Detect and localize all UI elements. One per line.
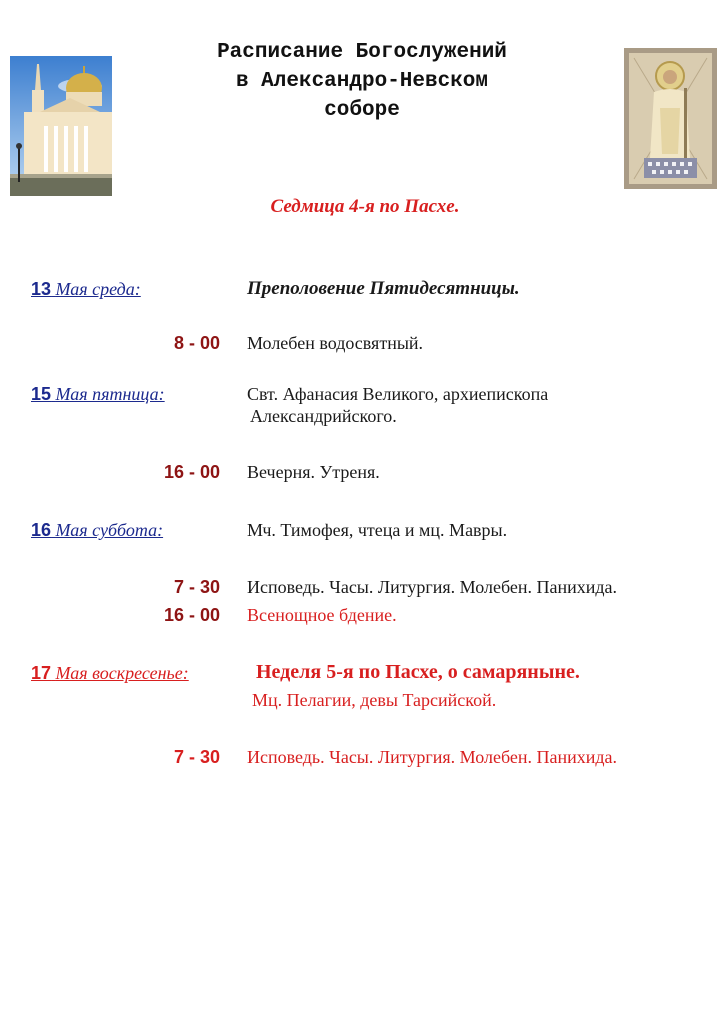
service-time: 8 - 00 — [173, 333, 220, 353]
date-number: 13 — [31, 279, 52, 299]
date-number: 17 — [31, 663, 52, 683]
service-text: Молебен водосвятный. — [247, 333, 424, 353]
date-label-15 — [31, 384, 165, 405]
service-time: 7 - 30 — [173, 577, 220, 597]
date-number: 16 — [31, 520, 52, 540]
service-time: 16 - 00 — [163, 605, 220, 625]
date-text: Мая суббота: — [55, 520, 164, 540]
date-text: Мая воскресенье: — [55, 663, 189, 683]
date-number: 15 — [31, 384, 52, 404]
date-label-16 — [31, 520, 163, 541]
feast-subtitle: Мц. Пелагии, девы Тарсийской. — [252, 690, 497, 710]
service-text: Исповедь. Часы. Литургия. Молебен. Панихида. — [247, 577, 618, 597]
feast-title: Мч. Тимофея, чтеца и мц. Мавры. — [247, 520, 508, 540]
feast-title-sunday: Неделя 5-я по Пасхе, о самаряныне. — [256, 661, 580, 683]
service-time: 7 - 30 — [173, 747, 220, 767]
service-text: Исповедь. Часы. Литургия. Молебен. Панихида. — [247, 747, 618, 767]
date-text: Мая среда: — [55, 279, 141, 299]
saint-icon-image — [624, 48, 717, 189]
cathedral-photo — [10, 56, 112, 196]
title-line-2: в Александро-Невском — [235, 70, 489, 93]
service-text-vigil: Всенощное бдение. — [247, 605, 397, 625]
date-label-17 — [31, 663, 189, 684]
title-line-3: соборе — [324, 99, 400, 122]
service-text: Вечерня. Утреня. — [247, 462, 380, 482]
week-subtitle: Седмица 4-я по Пасхе. — [270, 196, 460, 217]
feast-title: Преполовение Пятидесятницы. — [247, 278, 520, 299]
page-title — [150, 38, 574, 125]
title-line-1: Расписание Богослужений — [217, 41, 507, 64]
service-time: 16 - 00 — [163, 462, 220, 482]
date-text: Мая пятница: — [55, 384, 165, 404]
feast-title-continued: Александрийского. — [250, 406, 397, 426]
date-label-13 — [31, 279, 141, 300]
feast-title: Свт. Афанасия Великого, архиепископа — [247, 384, 549, 404]
